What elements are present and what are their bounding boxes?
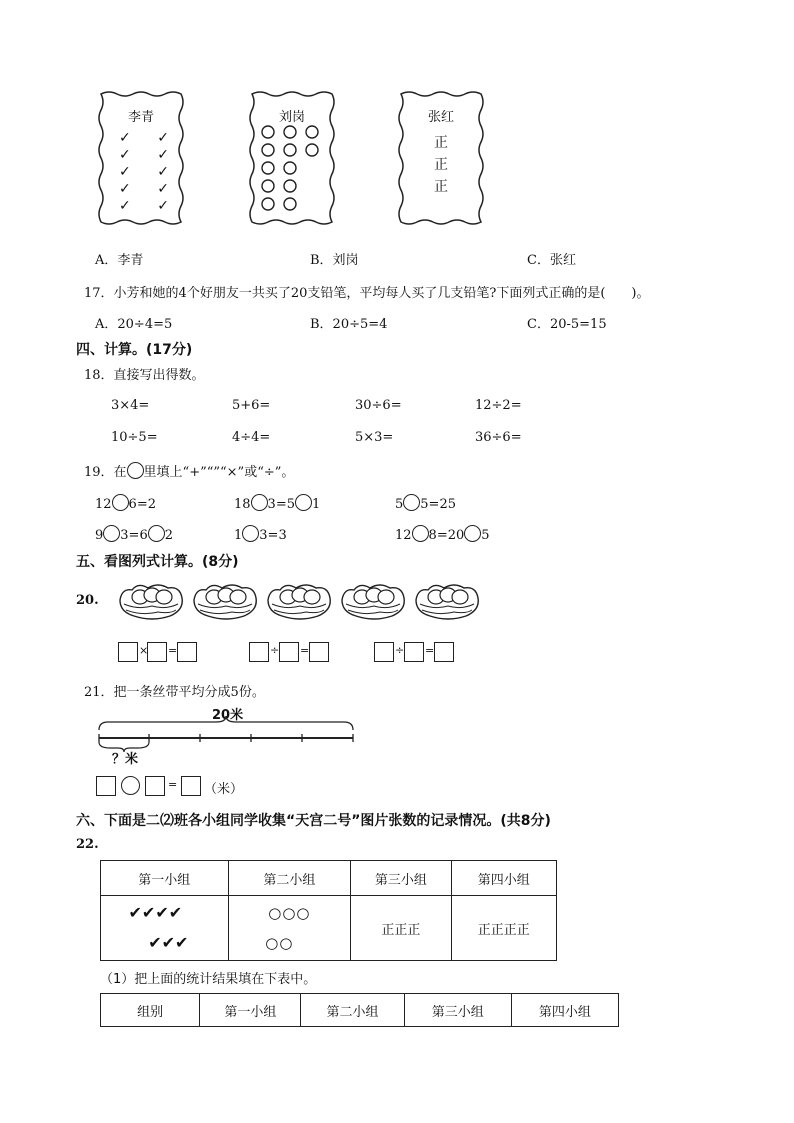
q19-item: 5 5=25 xyxy=(395,494,456,512)
circle-marks: ○○ xyxy=(265,934,294,952)
section-6-heading: 六、下面是二⑵班各小组同学收集“天宫二号”图片张数的记录情况。(共8分) xyxy=(76,813,551,829)
card-name: 李青 xyxy=(127,110,154,125)
operator-circle[interactable] xyxy=(464,525,481,542)
q19-text: 19．在 里填上“+”“”“×”或“÷”。 xyxy=(84,461,294,480)
operator-circle[interactable] xyxy=(121,776,140,795)
header-cell: 组别 xyxy=(101,994,200,1027)
header-cell: 第四小组 xyxy=(511,994,618,1027)
ribbon-part-label: ？米 xyxy=(112,752,139,767)
card-liqing xyxy=(97,90,185,226)
tally-zheng: 正 正 正 xyxy=(434,135,448,195)
q17-option-c[interactable]: C．20-5=15 xyxy=(527,317,607,332)
answer-box[interactable] xyxy=(177,642,197,662)
equals-sign: = xyxy=(168,644,178,657)
answer-box[interactable] xyxy=(145,776,165,796)
operator-circle[interactable] xyxy=(251,494,268,511)
header-cell: 第二小组 xyxy=(228,861,351,896)
header-cell: 第四小组 xyxy=(451,861,556,896)
header-cell: 第一小组 xyxy=(200,994,301,1027)
q18-item: 5+6= xyxy=(232,398,271,413)
answer-box[interactable] xyxy=(147,642,167,662)
q18-item: 12÷2= xyxy=(475,398,522,413)
equals-sign: = xyxy=(300,644,310,657)
answer-box[interactable] xyxy=(309,642,329,662)
section-5-heading: 五、看图列式计算。(8分) xyxy=(76,554,239,570)
operator-circle[interactable] xyxy=(112,494,129,511)
q18-item: 30÷6= xyxy=(355,398,402,413)
operator-sign: ÷ xyxy=(270,644,280,657)
header-cell: 第二小组 xyxy=(301,994,404,1027)
answer-box[interactable] xyxy=(374,642,394,662)
answer-box[interactable] xyxy=(96,776,116,796)
operator-circle[interactable] xyxy=(103,525,120,542)
q21-operator xyxy=(121,776,140,796)
equals-sign: = xyxy=(425,644,435,657)
card-name: 张红 xyxy=(427,110,454,125)
operator-circle[interactable] xyxy=(148,525,165,542)
card-zhanghong xyxy=(397,90,485,226)
answer-box[interactable] xyxy=(118,642,138,662)
header-cell: 第三小组 xyxy=(404,994,511,1027)
q19-item: 18 3=5 1 xyxy=(234,494,320,512)
q16-option-b[interactable]: B．刘岗 xyxy=(310,253,359,268)
tally-cell xyxy=(228,896,351,961)
unit-label: （米） xyxy=(204,782,244,797)
equals-sign: = xyxy=(168,778,178,791)
q16-option-c[interactable]: C．张红 xyxy=(527,253,576,268)
answer-box[interactable] xyxy=(279,642,299,662)
q18-item: 4÷4= xyxy=(232,430,271,445)
egg-nests-illustration xyxy=(118,580,484,620)
q19-item: 9 3=6 2 xyxy=(95,525,173,543)
q18-item: 36÷6= xyxy=(475,430,522,445)
q17-option-b[interactable]: B．20÷5=4 xyxy=(310,317,388,332)
operator-circle xyxy=(127,462,144,479)
answer-box[interactable] xyxy=(181,776,201,796)
tally-cell xyxy=(101,896,229,961)
ribbon-diagram xyxy=(96,712,358,752)
q22-sub1-text: （1）把上面的统计结果填在下表中。 xyxy=(100,972,317,987)
operator-sign: × xyxy=(139,644,149,657)
circle-marks: ○○○ xyxy=(268,904,311,922)
q19-item: 12 8=20 5 xyxy=(395,525,490,543)
tally-cell: 正正正 xyxy=(351,896,451,961)
card-liugang xyxy=(248,90,336,226)
record-table xyxy=(100,860,557,961)
operator-circle[interactable] xyxy=(412,525,429,542)
q17-text: 17．小芳和她的4个好朋友一共买了20支铅笔，平均每人买了几支铅笔?下面列式正确的是( )。 xyxy=(84,286,650,301)
answer-table xyxy=(100,993,619,1027)
operator-circle[interactable] xyxy=(295,494,312,511)
q16-option-a[interactable]: A．李青 xyxy=(95,253,144,268)
q17-option-a[interactable]: A．20÷4=5 xyxy=(95,317,173,332)
q18-text: 18．直接写出得数。 xyxy=(84,368,205,383)
q22-number: 22. xyxy=(76,837,99,852)
q19-item: 12 6=2 xyxy=(95,494,156,512)
q19-item: 1 3=3 xyxy=(234,525,287,543)
check-marks: ✔✔✔ xyxy=(148,933,189,952)
answer-box[interactable] xyxy=(249,642,269,662)
q21-text: 21．把一条丝带平均分成5份。 xyxy=(84,685,265,700)
answer-box[interactable] xyxy=(404,642,424,662)
q18-item: 5×3= xyxy=(355,430,394,445)
section-4-heading: 四、计算。(17分) xyxy=(76,342,193,358)
tally-cell: 正正正正 xyxy=(451,896,556,961)
operator-sign: ÷ xyxy=(395,644,405,657)
ribbon-total-label: 20米 xyxy=(212,708,244,723)
answer-box[interactable] xyxy=(434,642,454,662)
header-cell: 第一小组 xyxy=(101,861,229,896)
header-cell: 第三小组 xyxy=(351,861,451,896)
operator-circle[interactable] xyxy=(242,525,259,542)
q18-item: 3×4= xyxy=(111,398,150,413)
card-name: 刘岗 xyxy=(278,110,305,125)
q18-item: 10÷5= xyxy=(111,430,158,445)
q20-number: 20. xyxy=(76,593,99,608)
operator-circle[interactable] xyxy=(403,494,420,511)
tally-checks: ✓ ✓ ✓ ✓ ✓ ✓ ✓ ✓ ✓ ✓ xyxy=(119,130,169,214)
check-marks: ✔✔✔✔ xyxy=(128,903,183,922)
